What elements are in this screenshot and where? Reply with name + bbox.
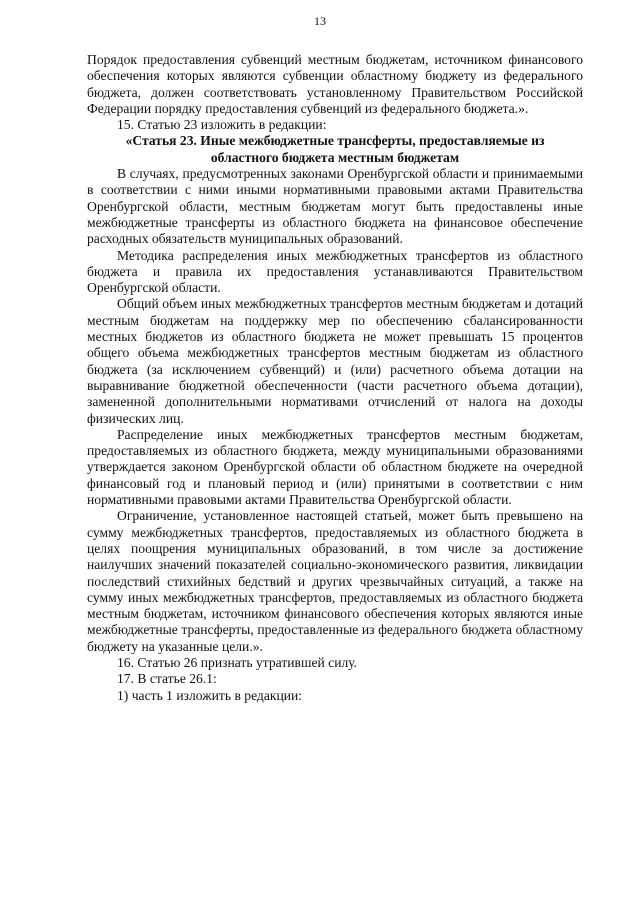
article-paragraph-3: Общий объем иных межбюджетных трансфертов местным бюджетам и дотаций местным бюджетам на поддержку мер по обеспечению сбалансированности местных бюджетов из областного бюджета не может превышать 15 процентов общего объема межбюджетных трансфертов местным бюджетам из областного бюджета (за исключением субвенций) и (или) расчетного объема дотации на выравнивание бюджетной обеспеченности (части расчетного объема дотации), замененной дополнительными нормативами отчислений от налога на доходы физических лиц. — [87, 296, 583, 426]
document-body — [87, 52, 583, 704]
article-paragraph-2: Методика распределения иных межбюджетных трансфертов из областного бюджета и правила их предоставления устанавливаются Правительством Оренбургской области. — [87, 247, 583, 296]
item-17: 17. В статье 26.1: — [117, 671, 217, 687]
article-paragraph-1: В случаях, предусмотренных законами Оренбургской области и принимаемыми в соответствии с ними иными нормативными правовыми актами Правительства Оренбургской области, местным бюджетам могут быть предоставлены иные межбюджетные трансферты из областного бюджета на финансовое обеспечение расходных обязательств муниципальных образований. — [87, 166, 583, 247]
item-15: 15. Статью 23 изложить в редакции: — [117, 117, 327, 133]
intro-paragraph: Порядок предоставления субвенций местным бюджетам, источником финансового обеспечения которых являются субвенции областному бюджету из федерального бюджета, должен соответствовать установленному Правительством Российской Федерации порядку предоставления субвенций из федерального бюджета.». — [87, 52, 583, 116]
item-17-subitem-1: 1) часть 1 изложить в редакции: — [117, 687, 303, 703]
page-number: 13 — [314, 14, 326, 28]
item-16: 16. Статью 26 признать утратившей силу. — [117, 654, 358, 670]
article-paragraph-4: Распределение иных межбюджетных трансфертов местным бюджетам, предоставляемых из областного бюджета, между муниципальными образованиями утверждается законом Оренбургской области об областном бюджете на очередной финансовый год и плановый период и (или) принятыми в соответствии с ним нормативными правовыми актами Правительства Оренбургской области. — [87, 426, 583, 508]
article-paragraph-5: Ограничение, установленное настоящей статьей, может быть превышено на сумму межбюджетных трансфертов, предоставляемых из областного бюджета в целях поощрения муниципальных образований, в том числе за достижение наилучших значений показателей социально-экономического развития, ликвидации последствий стихийных бедствий и других чрезвычайных ситуаций, а также на сумму иных межбюджетных трансфертов, предоставляемых из областного бюджета местным бюджетам, источником финансового обеспечения которых являются иные межбюджетные трансферты, предоставленные из федерального бюджета областному бюджету на указанные цели.». — [87, 508, 583, 654]
article-heading: «Статья 23. Иные межбюджетные трансферты, предоставляемые из областного бюджета местным бюджетам — [125, 133, 545, 165]
